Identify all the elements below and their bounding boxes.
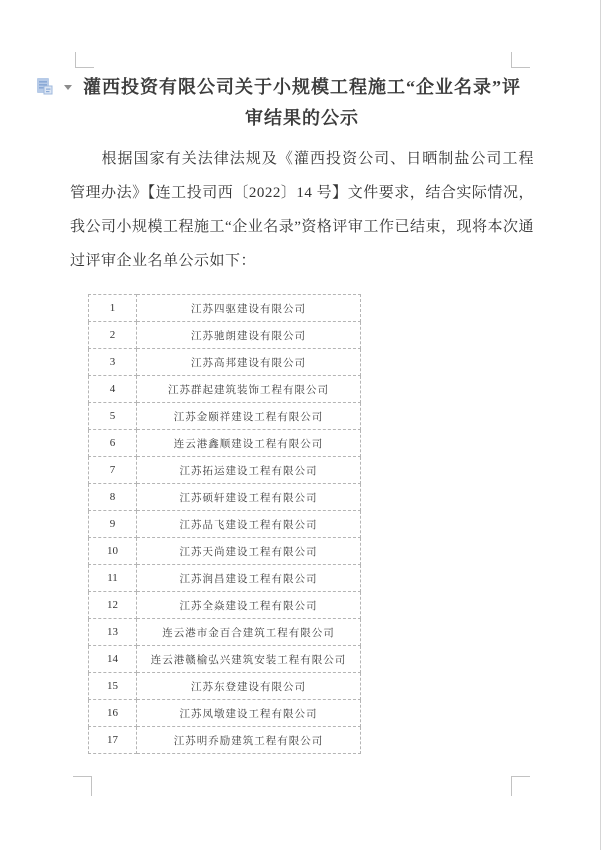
table-row bbox=[89, 430, 361, 457]
company-name-cell: 江苏天尚建设工程有限公司 bbox=[137, 538, 361, 565]
page-title-line-1: 灌西投资有限公司关于小规模工程施工“企业名录”评 bbox=[83, 77, 521, 97]
row-number-cell: 17 bbox=[89, 727, 137, 754]
table-row bbox=[89, 484, 361, 511]
company-name-cell: 连云港赣榆弘兴建筑安装工程有限公司 bbox=[137, 646, 361, 673]
table-row bbox=[89, 565, 361, 592]
company-name-cell: 连云港市金百合建筑工程有限公司 bbox=[137, 619, 361, 646]
company-name-cell: 江苏金颐祥建设工程有限公司 bbox=[137, 403, 361, 430]
table-row bbox=[89, 403, 361, 430]
table-row bbox=[89, 646, 361, 673]
page-title-line-2: 审结果的公示 bbox=[245, 108, 359, 128]
table-row bbox=[89, 700, 361, 727]
company-name-cell: 江苏凤墩建设工程有限公司 bbox=[137, 700, 361, 727]
paste-options-icon bbox=[34, 76, 55, 97]
text-boundary-mark-bottom-left bbox=[73, 776, 92, 796]
row-number-cell: 3 bbox=[89, 349, 137, 376]
row-number-cell: 16 bbox=[89, 700, 137, 727]
company-name-cell: 江苏群起建筑装饰工程有限公司 bbox=[137, 376, 361, 403]
row-number-cell: 15 bbox=[89, 673, 137, 700]
table-row bbox=[89, 673, 361, 700]
table-row bbox=[89, 619, 361, 646]
row-number-cell: 6 bbox=[89, 430, 137, 457]
body-paragraph: 根据国家有关法律法规及《灌西投资公司、日晒制盐公司工程管理办法》【连工投司西〔2022〕14 号】文件要求，结合实际情况，我公司小规模工程施工“企业名录”资格评审工作已结束，现将本次通过评审企业名单公示如下： bbox=[70, 151, 534, 269]
row-number-cell: 2 bbox=[89, 322, 137, 349]
row-number-cell: 14 bbox=[89, 646, 137, 673]
row-number-cell: 12 bbox=[89, 592, 137, 619]
company-name-cell: 江苏品飞建设工程有限公司 bbox=[137, 511, 361, 538]
page-title bbox=[70, 64, 534, 134]
row-number-cell: 11 bbox=[89, 565, 137, 592]
table-row bbox=[89, 376, 361, 403]
page-edge-line bbox=[600, 0, 601, 850]
row-number-cell: 5 bbox=[89, 403, 137, 430]
table-row bbox=[89, 727, 361, 754]
table-row bbox=[89, 295, 361, 322]
row-number-cell: 4 bbox=[89, 376, 137, 403]
company-name-cell: 江苏东登建设有限公司 bbox=[137, 673, 361, 700]
table-row bbox=[89, 322, 361, 349]
row-number-cell: 13 bbox=[89, 619, 137, 646]
table-row bbox=[89, 457, 361, 484]
row-number-cell: 10 bbox=[89, 538, 137, 565]
company-table-body bbox=[89, 295, 361, 754]
row-number-cell: 8 bbox=[89, 484, 137, 511]
table-row bbox=[89, 511, 361, 538]
company-name-cell: 江苏润昌建设工程有限公司 bbox=[137, 565, 361, 592]
paste-options-button[interactable] bbox=[34, 76, 72, 97]
table-row bbox=[89, 592, 361, 619]
row-number-cell: 7 bbox=[89, 457, 137, 484]
table-row bbox=[89, 538, 361, 565]
company-name-cell: 江苏高邦建设有限公司 bbox=[137, 349, 361, 376]
company-table bbox=[88, 294, 361, 754]
row-number-cell: 1 bbox=[89, 295, 137, 322]
company-name-cell: 江苏拓运建设工程有限公司 bbox=[137, 457, 361, 484]
company-name-cell: 江苏全焱建设工程有限公司 bbox=[137, 592, 361, 619]
text-area bbox=[70, 64, 534, 754]
table-row bbox=[89, 349, 361, 376]
company-name-cell: 连云港鑫顺建设工程有限公司 bbox=[137, 430, 361, 457]
row-number-cell: 9 bbox=[89, 511, 137, 538]
company-name-cell: 江苏硕轩建设工程有限公司 bbox=[137, 484, 361, 511]
company-name-cell: 江苏驰朗建设有限公司 bbox=[137, 322, 361, 349]
company-name-cell: 江苏明乔励建筑工程有限公司 bbox=[137, 727, 361, 754]
text-boundary-mark-bottom-right bbox=[511, 776, 530, 796]
company-name-cell: 江苏四驱建设有限公司 bbox=[137, 295, 361, 322]
